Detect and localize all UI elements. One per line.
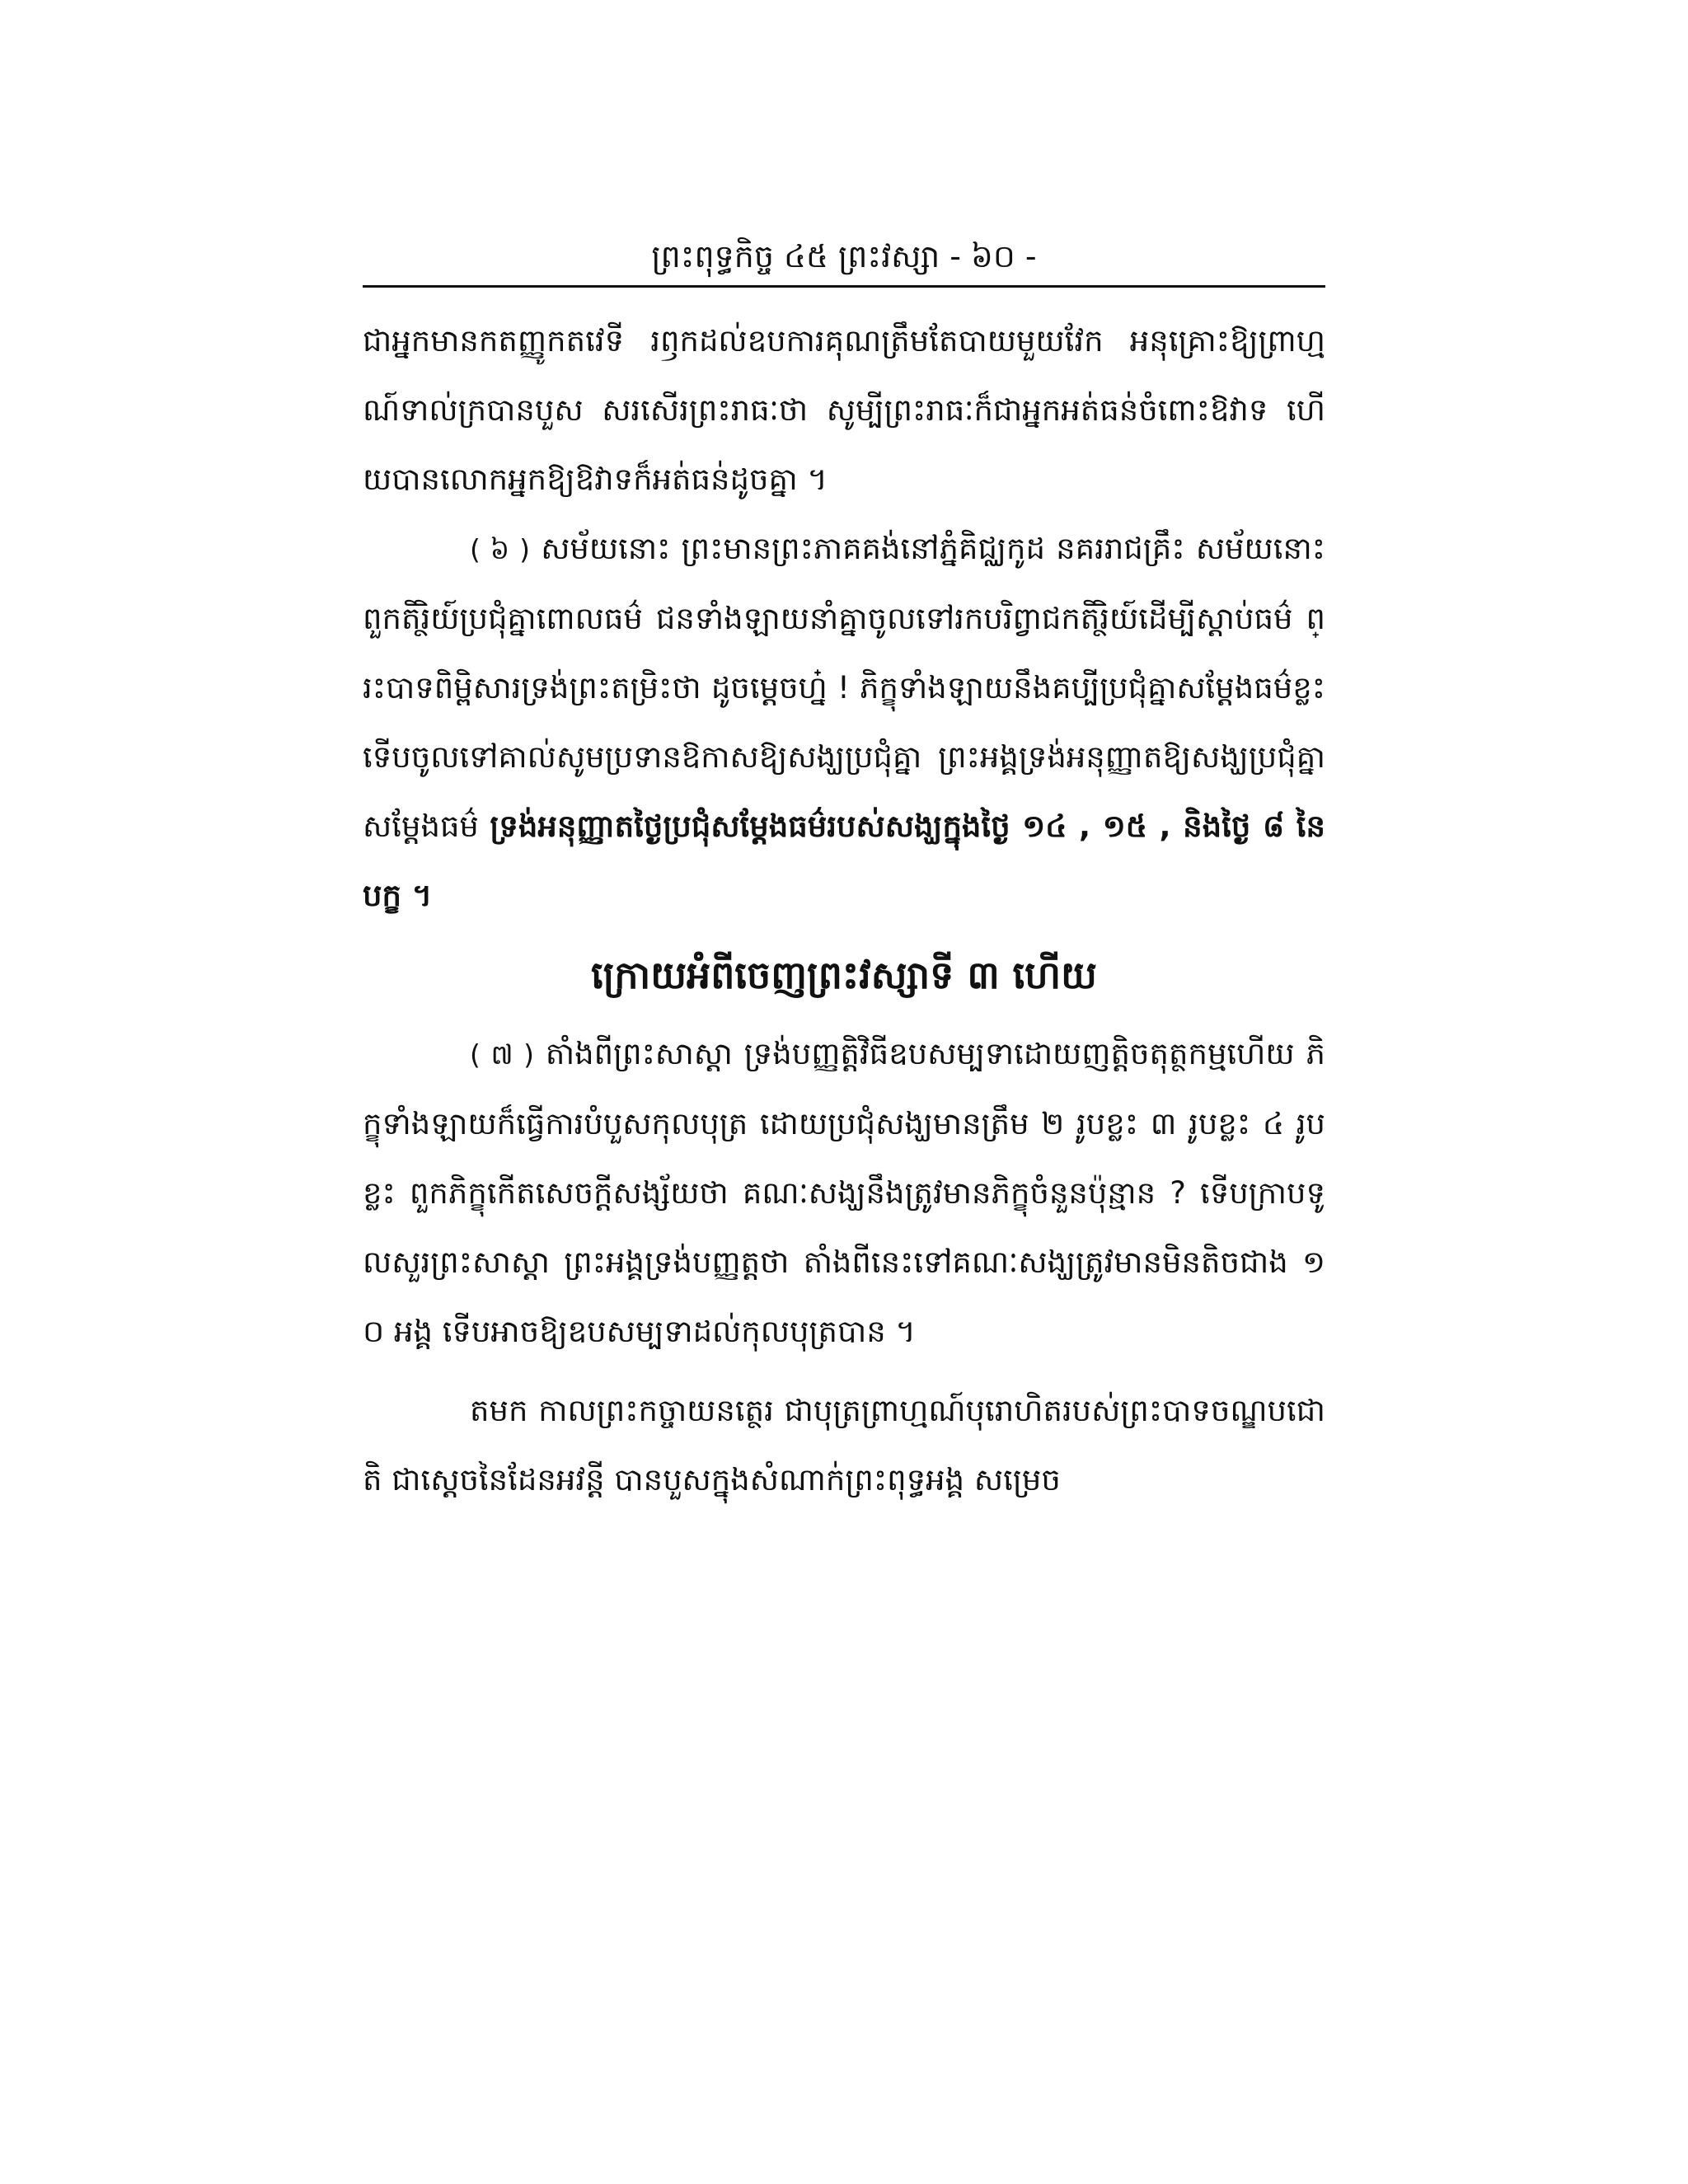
paragraph-text: ជាអ្នកមានកតញ្ញូកតវេទី រឭកដល់ឧបការគុណត្រឹមតែបាយមួយវែក អនុគ្រោះឱ្យព្រាហ្មណ៍ទាល់ក្របានបួស សរសើរព្រះរាធៈថា សូម្បីព្រះរាធៈក៏ជាអ្នកអត់ធន់ចំពោះឱវាទ ហើយបានលោកអ្នកឱ្យឱវាទក៏អត់ធន់ដូចគ្នា ។ [363,323,1325,497]
paragraph-6 [363,514,1325,930]
paragraph-number: ( ៦ ) [470,533,530,565]
header-rule [363,285,1325,288]
paragraph-text: តមក កាលព្រះកច្ចាយនត្ថេរ ជាបុត្រព្រាហ្មណ៍បុរោហិតរបស់ព្រះបាទចណ្ឌបជោតិ ជាស្តេចនៃដែនអវន្តី បានបួសក្នុងសំណាក់ព្រះពុទ្ធអង្គ សម្រេច [363,1393,1325,1497]
paragraph-continued [363,1376,1325,1515]
paragraph-7 [363,1019,1325,1366]
paragraph-bold-text: ទ្រង់អនុញ្ញាតថ្ងៃប្រជុំសម្តែងធម៌របស់សង្ឃក្នុងថ្ងៃ ១៤ , ១៥ , និងថ្ងៃ ៨ នៃបក្ខ ។ [363,808,1325,913]
paragraph-text: សម័យនោះ ព្រះមានព្រះភាគគង់នៅភ្នំគិជ្ឈកូដ នគររាជគ្រឹះ សម័យនោះ ពួកតិរ្ថិយ៍ប្រជុំគ្នាពោលធម៌ ជនទាំងឡាយនាំគ្នាចូលទៅរកបរិព្វាជកតិរ្ថិយ៍ដើម្បីស្តាប់ធម៌ ព្រះបាទពិម្ពិសារទ្រង់ព្រះតម្រិះថា ដូចម្តេចហ្ន៎ ! ភិក្ខុទាំងឡាយនឹងគប្បីប្រជុំគ្នាសម្តែងធម៌ខ្លះ ទើបចូលទៅគាល់សូមប្រទានឱកាសឱ្យសង្ឃប្រជុំគ្នា ព្រះអង្គទ្រង់អនុញ្ញាតឱ្យសង្ឃប្រជុំគ្នាសម្តែងធម៌ [363,531,1325,844]
body-text [363,307,1325,1515]
paragraph-number: ( ៧ ) [470,1038,535,1071]
running-header: ព្រះពុទ្ធកិច្ច ៤៥ ព្រះវស្សា - ៦០ - [651,238,1037,274]
paragraph-text: តាំងពីព្រះសាស្តា ទ្រង់បញ្ញត្តិវិធីឧបសម្បទាដោយញត្តិចតុត្ថកម្មហើយ ភិក្ខុទាំងឡាយក៏ធ្វើការបំបួសកុលបុត្រ ដោយប្រជុំសង្ឃមានត្រឹម ២ រូបខ្លះ ៣ រូបខ្លះ ៤ រូបខ្លះ ពួកភិក្ខុកើតសេចក្តីសង្ស័យថា គណៈសង្ឃនឹងត្រូវមានភិក្ខុចំនួនប៉ុន្មាន ? ទើបក្រាបទូលសួរព្រះសាស្តា ព្រះអង្គទ្រង់បញ្ញត្តថា តាំងពីនេះទៅគណៈសង្ឃត្រូវមានមិនតិចជាង ១០ អង្គ ទើបអាចឱ្យឧបសម្បទាដល់កុលបុត្របាន ។ [363,1036,1325,1349]
paragraph-continuation [363,307,1325,514]
section-heading: ក្រោយអំពីចេញព្រះវស្សាទី ៣ ហើយ [591,953,1097,997]
